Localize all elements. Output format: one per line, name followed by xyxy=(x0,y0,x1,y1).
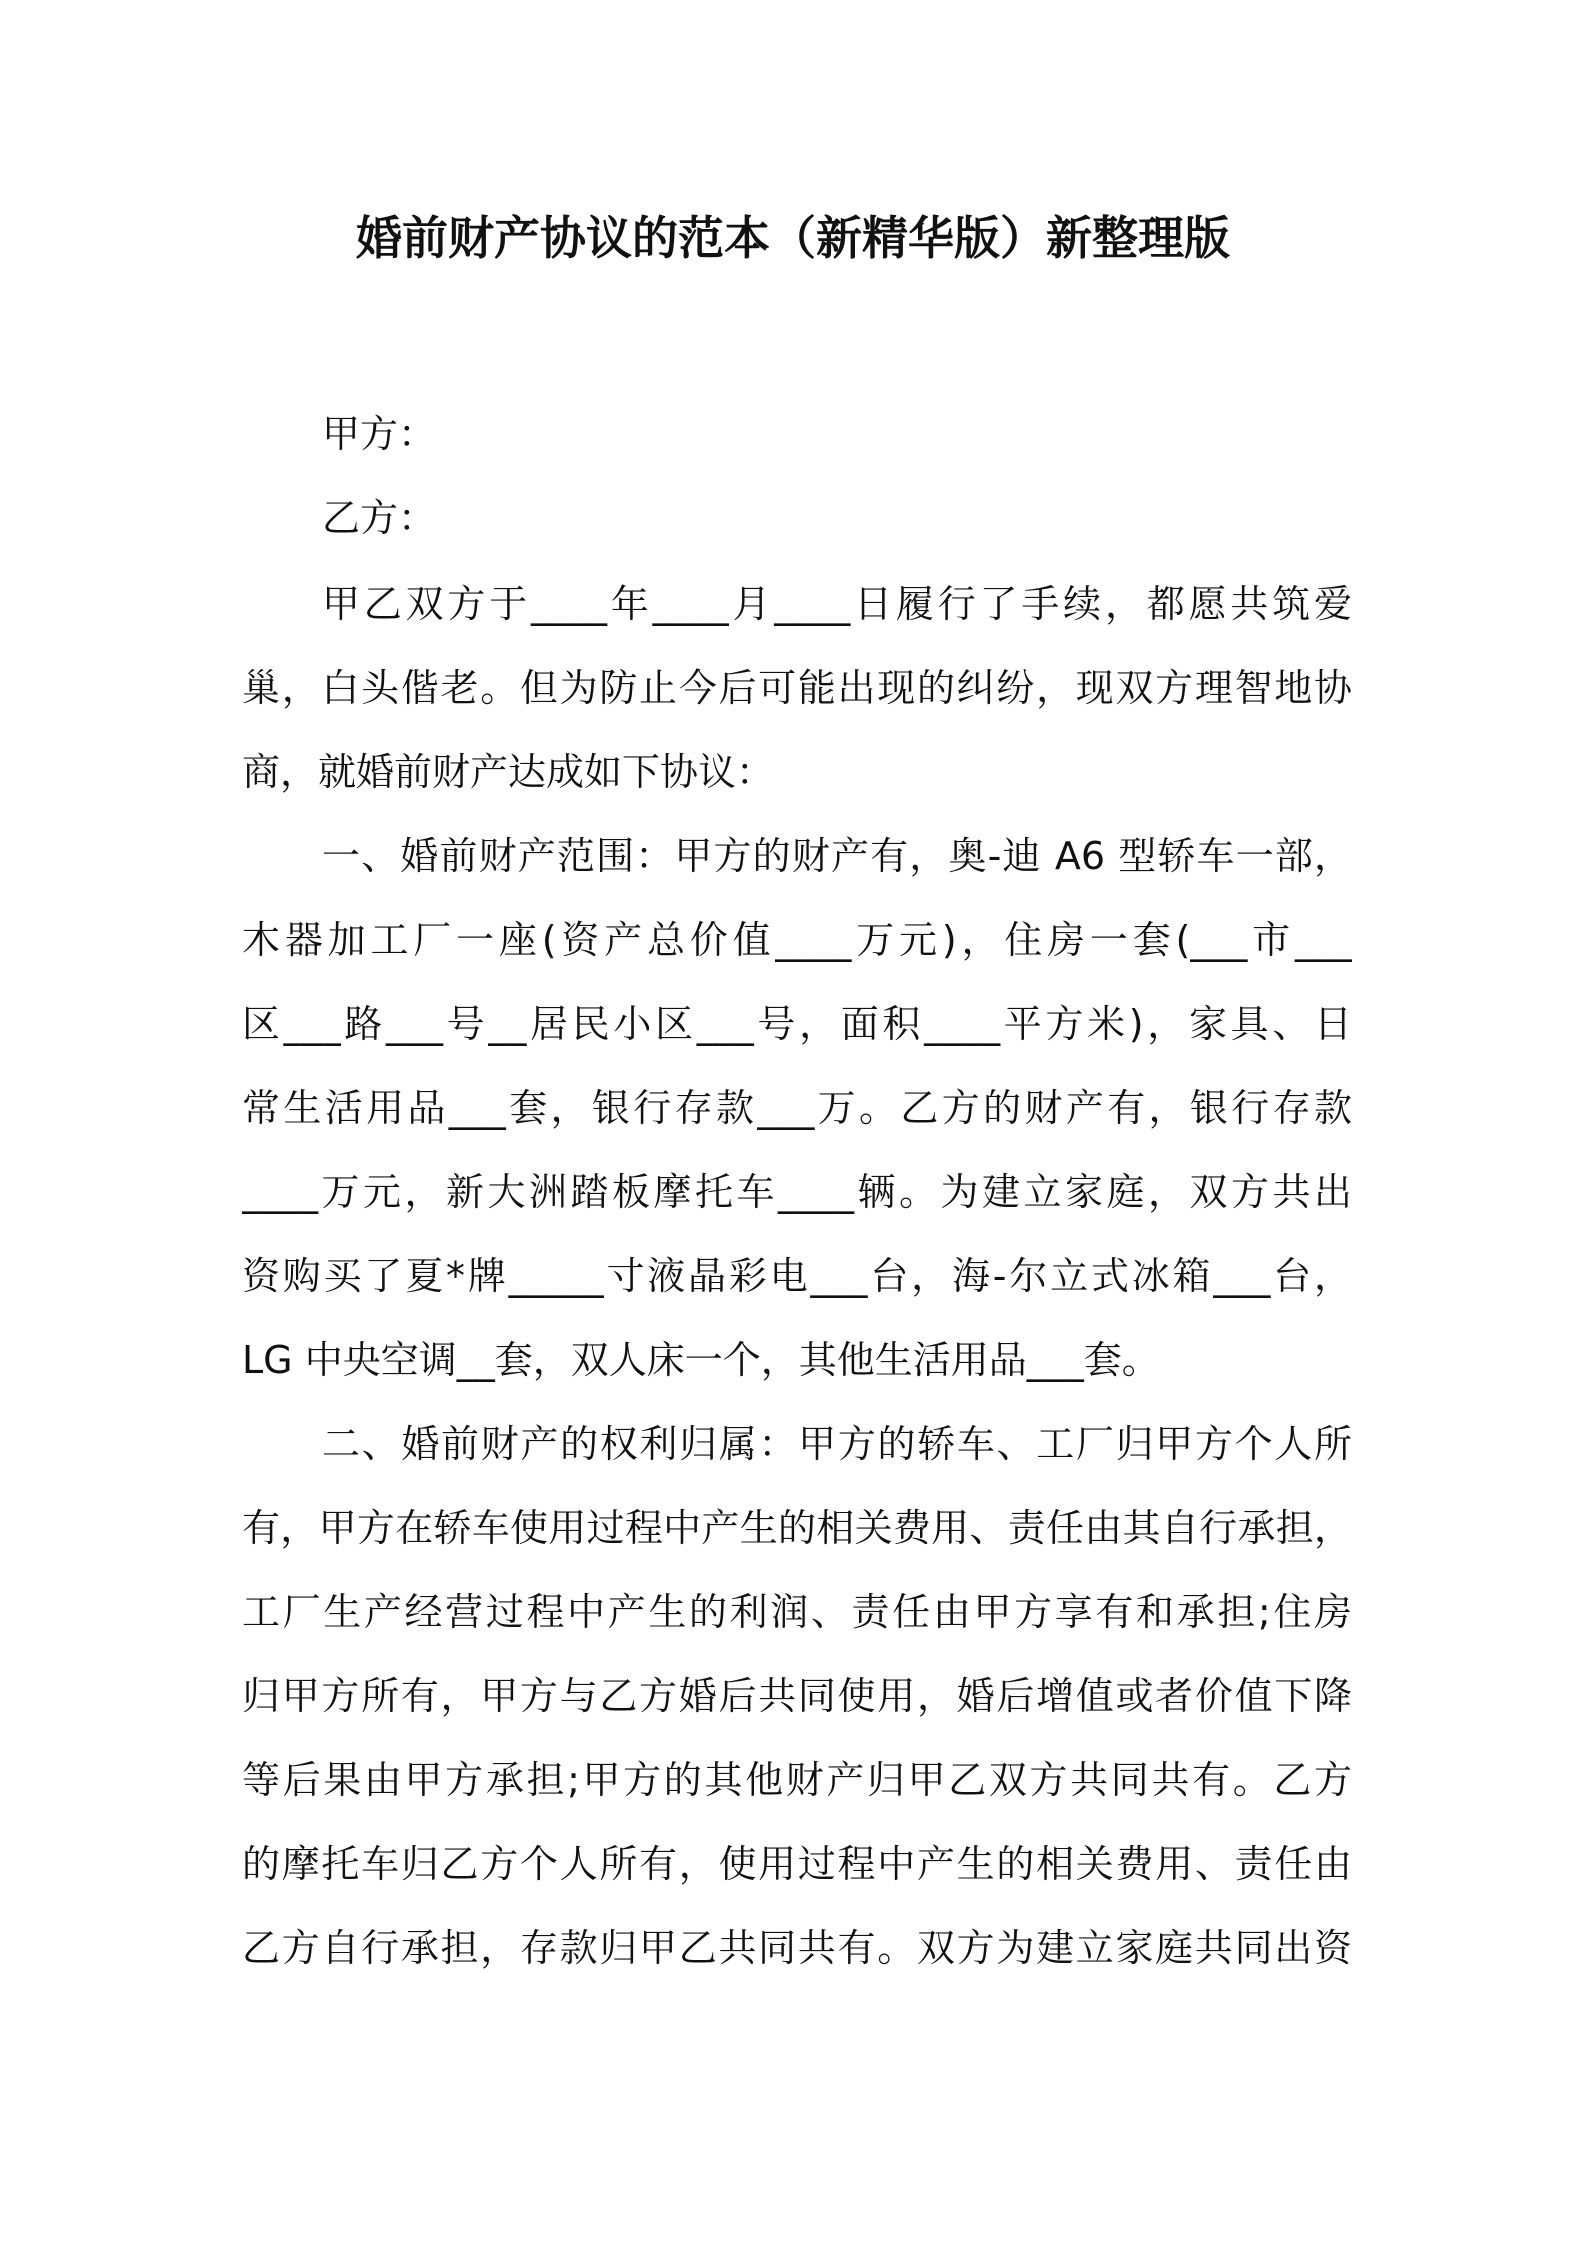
party-a-label: 甲方： xyxy=(322,412,437,456)
paragraph-line: 木器加工厂一座(资产总价值____万元)，住房一套(___市___ xyxy=(242,918,1352,962)
document-title: 婚前财产协议的范本（新精华版）新整理版 xyxy=(356,211,1230,265)
paragraph-line: 一、婚前财产范围：甲方的财产有，奥-迪 A6 型轿车一部， xyxy=(322,834,1352,878)
paragraph-line: 区___路___号__居民小区___号，面积____平方米)，家具、日 xyxy=(242,1002,1352,1046)
paragraph-line: 归甲方所有，甲方与乙方婚后共同使用，婚后增值或者价值下降 xyxy=(242,1674,1352,1718)
paragraph-line: 常生活用品___套，银行存款___万。乙方的财产有，银行存款 xyxy=(242,1086,1352,1130)
paragraph-line: 工厂生产经营过程中产生的利润、责任由甲方享有和承担;住房 xyxy=(242,1590,1352,1634)
paragraph-line: 二、婚前财产的权利归属：甲方的轿车、工厂归甲方个人所 xyxy=(322,1422,1352,1466)
paragraph-line: 资购买了夏*牌_____寸液晶彩电___台，海-尔立式冰箱___台， xyxy=(242,1254,1352,1298)
paragraph-line: LG 中央空调__套，双人床一个，其他生活用品___套。 xyxy=(242,1338,1160,1382)
paragraph-line: 甲乙双方于____年____月____日履行了手续，都愿共筑爱 xyxy=(322,582,1352,626)
paragraph-line: 的摩托车归乙方个人所有，使用过程中产生的相关费用、责任由 xyxy=(242,1842,1352,1886)
party-b-label: 乙方： xyxy=(322,496,437,540)
paragraph-line: 乙方自行承担，存款归甲乙共同共有。双方为建立家庭共同出资 xyxy=(242,1926,1352,1970)
paragraph-line: 等后果由甲方承担;甲方的其他财产归甲乙双方共同共有。乙方 xyxy=(242,1758,1352,1802)
paragraph-line: 商，就婚前财产达成如下协议： xyxy=(242,750,775,794)
paragraph-line: 巢，白头偕老。但为防止今后可能出现的纠纷，现双方理智地协 xyxy=(242,666,1352,710)
paragraph-line: 有，甲方在轿车使用过程中产生的相关费用、责任由其自行承担， xyxy=(242,1506,1352,1550)
paragraph-line: ____万元，新大洲踏板摩托车____辆。为建立家庭，双方共出 xyxy=(242,1170,1352,1214)
